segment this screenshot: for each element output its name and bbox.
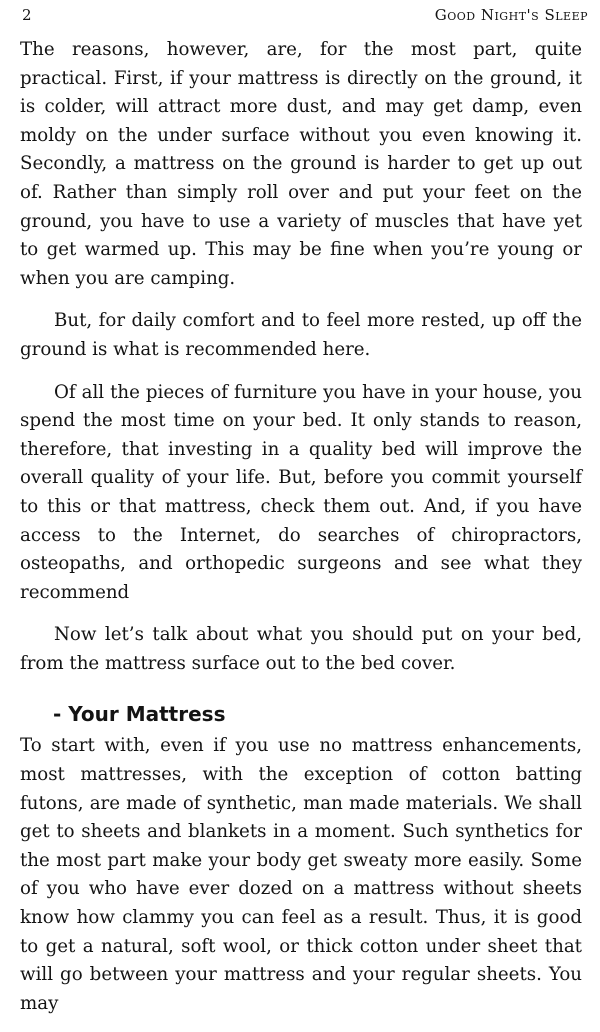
paragraph-practical-reasons: The reasons, however, are, for the most part, quite practical. First, if your mattress is directly on the ground, it is colder, will attract more dust, and may get damp, even moldy on the under surface without you even knowing it. Secondly, a mattress on the ground is harder to get up out of. Rather than simply roll over and put your feet on the ground, you have to use a variety of muscles that have yet to get warmed up. This may be fine when you’re young or when you are camping. — [20, 39, 582, 289]
page-number: 2 — [22, 6, 33, 24]
paragraph-daily-comfort: But, for daily comfort and to feel more rested, up off the ground is what is recommended here. — [20, 310, 582, 360]
running-title: Good Night's Sleep — [434, 6, 588, 24]
running-head — [22, 6, 588, 28]
section-heading-mattress: - Your Mattress — [53, 702, 226, 727]
body-text — [20, 36, 582, 1032]
paragraph-furniture: Of all the pieces of furniture you have in your house, you spend the most time on your bed. It only stands to reason, therefore, that investing in a quality bed will improve the overall quality of your life. But, before you commit yourself to this or that mattress, check them out. And, if you have access to the Internet, do searches of chiropractors, osteopaths, and orthopedic surgeons and see what they recommend — [20, 381, 582, 603]
paragraph-mattress-materials: To start with, even if you use no mattress enhancements, most mattresses, with the exception of cotton batting futons, are made of synthetic, man made materials. We shall get to sheets and blankets in a moment. Such synthetics for the most part make your body get sweaty more easily. Some of you who have ever dozed on a mattress without sheets know how clammy you can feel as a result. Thus, it is good to get a natural, soft wool, or thick cotton under sheet that will go between your mattress and your regular sheets. You may — [20, 735, 582, 1014]
paragraph-bed-layers: Now let’s talk about what you should put on your bed, from the mattress surface out to the bed cover. — [20, 624, 582, 674]
